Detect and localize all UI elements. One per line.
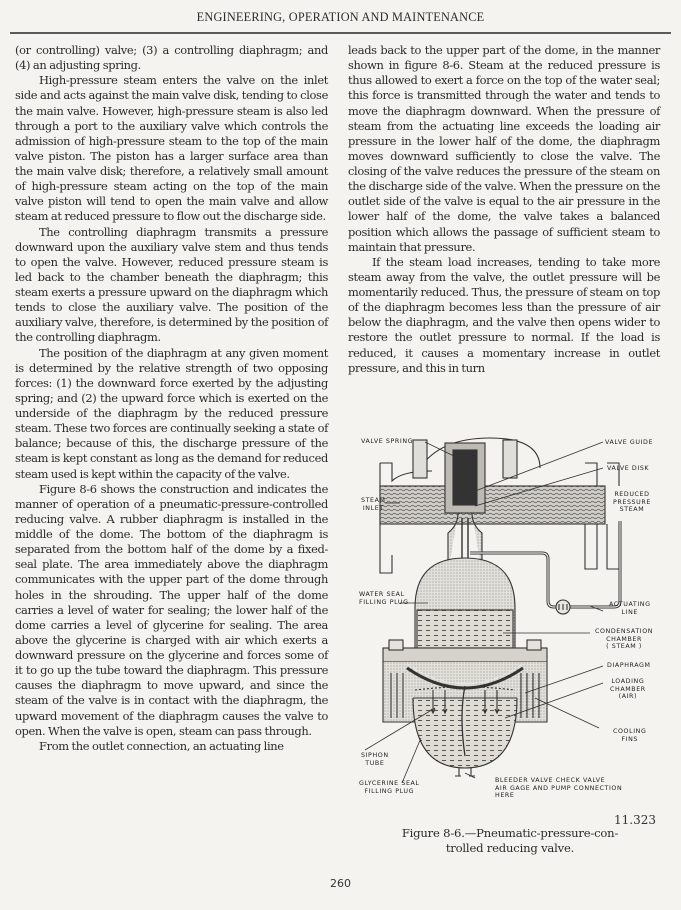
left-column [15,43,328,754]
water-seal [417,610,513,648]
label-diaphragm: DIAPHRAGM [607,662,651,669]
label-valve-spring: VALVE SPRING [361,438,414,445]
figure-caption [360,826,660,856]
figure-id: 11.323 [614,813,656,827]
right-column [348,43,660,376]
label-water-seal-filling-plug: WATER SEAL FILLING PLUG [359,591,409,606]
steam-passage [380,486,605,524]
label-reduced-pressure-steam: REDUCED PRESSURE STEAM [613,491,651,514]
page-number: 260 [330,877,351,890]
valve-body [380,438,620,776]
paragraph: (or controlling) valve; (3) a controlling diaphragm; and (4) an adjusting spring. [15,43,328,73]
paragraph: If the steam load increases, tending to take more steam away from the valve, the outlet pressure will be momentarily reduced. Thus, the pressure of steam on top of the diaphragm becomes less than the pressure of air below the diaphragm, and the valve then opens wider to restore the outlet pressure to normal. If the load is reduced, it causes a momentary increase in outlet pressure, and this in turn [348,254,660,375]
paragraph: From the outlet connection, an actuating line [39,738,284,753]
paragraph: The controlling diaphragm transmits a pressure downward upon the auxiliary valve stem and thus tends to open the valve. However, reduced pressure steam is led back to the chamber beneath the diaphragm; this steam exerts a pressure upward on the diaphragm which tends to close the auxiliary valve. The position of the auxiliary valve, therefore, is determined by the position of the controlling diaphragm. [15,224,328,345]
label-condensation-chamber: CONDENSATION CHAMBER ( STEAM ) [595,628,654,651]
label-loading-chamber: LOADING CHAMBER (AIR) [610,678,646,701]
figure-reducing-valve [345,428,681,800]
header-rule [10,32,671,34]
paragraph: High-pressure steam enters the valve on the inlet side and acts against the main valve disk, tending to close the main valve. However, high-pressure steam is also led through a port to the auxiliary valve which controls the admission of high-pressure steam to the top of the main valve piston. The piston has a larger surface area than the main valve disk; therefore, a relatively small amount of high-pressure steam acting on the top of the main valve piston will tend to open the main valve and allow steam at reduced pressure to flow out the discharge side. [15,73,328,224]
label-valve-guide: VALVE GUIDE [605,439,654,446]
paragraph: The position of the diaphragm at any given moment is determined by the relative strength of two opposing forces: (1) the downward force exerted by the adjusting spring; and (2) the upward force which is exerted on the underside of the diaphragm by the reduced pressure steam. These two forces are continually seeking a state of balance; because of this, the discharge pressure of the steam is kept constant as long as the demand for reduced steam used is kept within the capacity of the valve. [15,345,328,481]
label-valve-disk: VALVE DISK [607,465,650,472]
caption-line: trolled reducing valve. [445,841,575,855]
valve-spring-housing [453,450,477,505]
paragraph: leads back to the upper part of the dome, in the manner shown in figure 8-6. Steam at the reduced pressure is thus allowed to exert a force on the top of the water seal; this force is transmitted through the water and tends to move the diaphragm downward. When the pressure of steam from the actuating line exceeds the loading air pressure in the lower half of the dome, the diaphragm moves downward sufficiently to close the valve. The closing of the valve reduces the pressure of the steam on the discharge side of the valve. When the pressure on the outlet side of the valve is equal to the air pressure in the lower half of the dome, the valve takes a balanced position which allows the passage of sufficient steam to maintain that pressure. [348,43,660,254]
label-bleeder-valve: BLEEDER VALVE CHECK VALVE AIR GAGE AND PUMP CONNECTION HERE [495,777,623,800]
label-steam-inlet: STEAM INLET [361,497,386,512]
label-glycerine-seal-filling-plug: GLYCERINE SEAL FILLING PLUG [359,780,420,795]
caption-line: Figure 8-6.—Pneumatic-pressure-con- [401,826,619,840]
running-head: ENGINEERING, OPERATION AND MAINTENANCE [196,10,485,24]
glycerine-seal [413,698,517,768]
label-siphon-tube: SIPHON TUBE [361,752,389,767]
paragraph: Figure 8-6 shows the construction and indicates the manner of operation of a pneumatic-pressure-controlled reducing valve. A rubber diaphragm is installed in the middle of the dome. The bottom of the diaphragm is separated from the bottom half of the dome by a fixed-seal plate. The area immediately above the diaphragm communicates with the upper part of the dome through holes in the shrouding. The upper half of the dome carries a level of water for sealing; the lower half of the dome carries a level of glycerine for sealing. The area above the glycerine is charged with air which exerts a downward pressure on the glycerine and forces some of it to go up the tube toward the diaphragm. This pressure causes the diaphragm to move upward, and since the steam of the valve is in contact with the diaphragm, the upward movement of the diaphragm causes the valve to open. When the valve is open, steam can pass through. [15,481,328,738]
label-actuating-line: ACTUATING LINE [609,601,651,616]
label-cooling-fins: COOLING FINS [613,728,647,743]
